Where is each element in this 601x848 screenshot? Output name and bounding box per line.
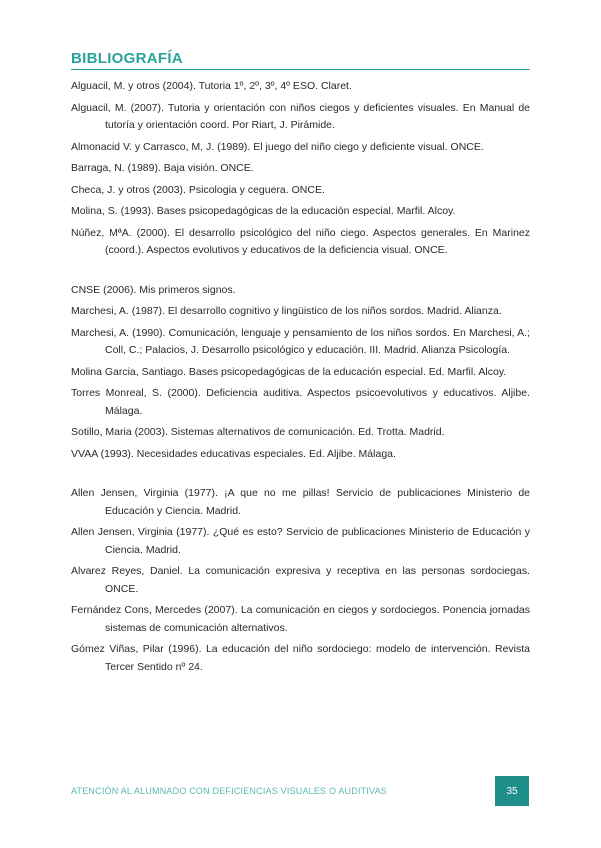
reference-item: Barraga, N. (1989). Baja visión. ONCE. — [71, 162, 254, 174]
reference-item: Molina Garcia, Santiago. Bases psicopedagógicas de la educación especial. Ed. Marfil. Alcoy. — [71, 365, 507, 378]
reference-item: VVAA (1993). Necesidades educativas especiales. Ed. Aljibe. Málaga. — [71, 447, 396, 460]
footer-running-title: ATENCIÓN AL ALUMNADO CON DEFICIENCIAS VISUALES O AUDITIVAS — [71, 786, 388, 796]
reference-item: Gómez Viñas, Pilar (1996). La educación del niño sordociego: modelo de intervención. Revista Tercer Sentido nº 24. — [71, 643, 530, 673]
reference-item: Marchesi, A. (1990). Comunicación, lenguaje y pensamiento de los niños sordos. En Marchesi, A.; Coll, C.; Palacios, J. Desarrollo psicológico y educación. III. Madrid. Alianza Psicología. — [71, 326, 530, 356]
bibliography-list — [71, 78, 530, 680]
page-number: 35 — [506, 785, 518, 797]
reference-group-deafblind — [71, 485, 530, 676]
reference-item: Molina, S. (1993). Bases psicopedagógicas de la educación especial. Marfil. Alcoy. — [71, 205, 456, 217]
reference-item: Alguacil, M. (2007). Tutoria y orientación con niños ciegos y deficientes visuales. En Manual de tutoría y orientación coord. Por Riart, J. Pirámide. — [71, 101, 530, 131]
reference-item: Allen Jensen, Virginia (1977). ¿Qué es esto? Servicio de publicaciones Ministerio de Educación y Ciencia. Madrid. — [71, 526, 530, 556]
reference-item: Alvarez Reyes, Daniel. La comunicación expresiva y receptiva en las personas sordociegas. ONCE. — [71, 565, 530, 595]
reference-item: Allen Jensen, Virginia (1977). ¡A que no me pillas! Servicio de publicaciones Ministerio de Educación y Ciencia. Madrid. — [71, 487, 530, 517]
reference-item: Checa, J. y otros (2003). Psicologia y ceguera. ONCE. — [71, 183, 325, 196]
page-number-badge — [495, 776, 529, 806]
reference-group-visual — [71, 78, 530, 260]
reference-item: CNSE (2006). Mis primeros signos. — [71, 283, 236, 296]
page-title: BIBLIOGRAFÍA — [71, 50, 530, 70]
reference-group-auditory — [71, 282, 530, 464]
reference-item: Torres Monreal, S. (2000). Deficiencia auditiva. Aspectos psicoevolutivos y educativos. Aljibe. Málaga. — [71, 387, 530, 417]
reference-item: Sotillo, Maria (2003). Sistemas alternativos de comunicación. Ed. Trotta. Madrid. — [71, 426, 445, 438]
reference-item: Núñez, MªA. (2000). El desarrollo psicológico del niño ciego. Aspectos generales. En Marinez (coord.). Aspectos evolutivos y educativos de la deficiencia visual. ONCE. — [71, 226, 530, 256]
reference-item: Almonacid V. y Carrasco, M, J. (1989). El juego del niño ciego y deficiente visual. ONCE. — [71, 140, 484, 153]
reference-item: Fernández Cons, Mercedes (2007). La comunicación en ciegos y sordociegos. Ponencia jornadas sistemas de comunicación alternativos. — [71, 604, 530, 634]
reference-item: Marchesi, A. (1987). El desarrollo cognitivo y lingüistico de los niños sordos. Madrid. Alianza. — [71, 305, 502, 317]
reference-item: Alguacil, M. y otros (2004). Tutoria 1º, 2º, 3º, 4º ESO. Claret. — [71, 80, 352, 92]
